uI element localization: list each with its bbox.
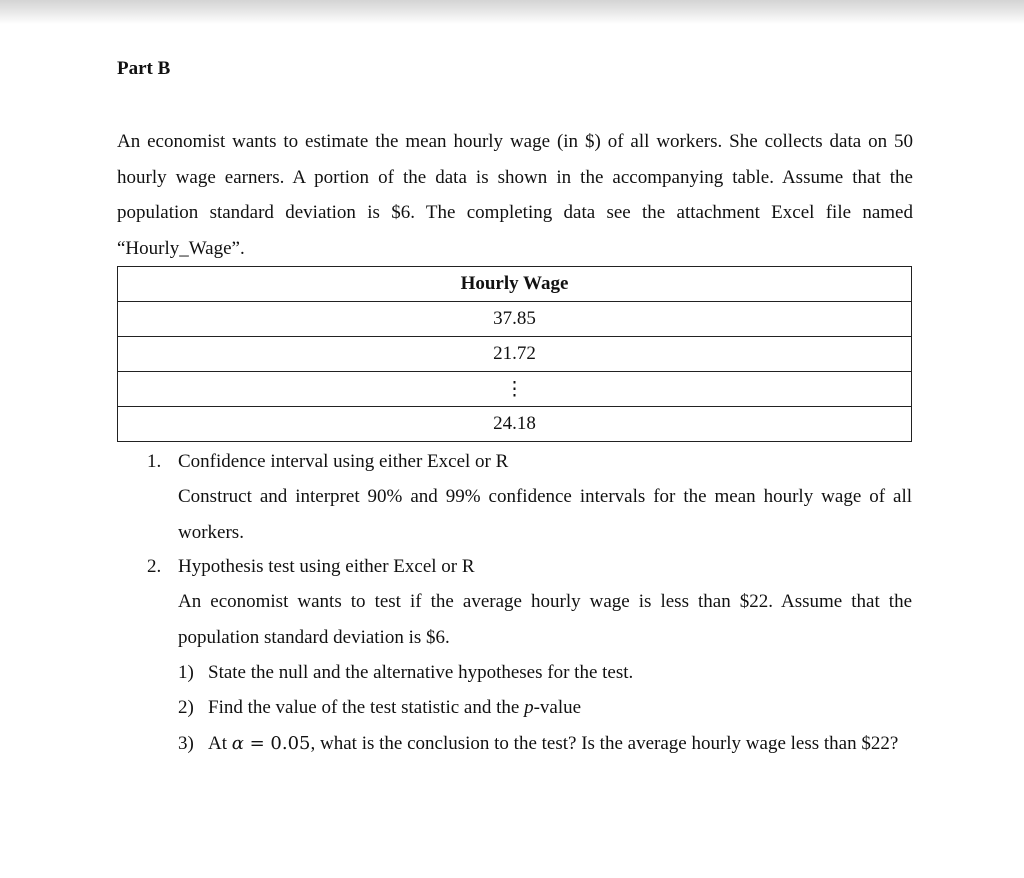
table-row <box>118 407 912 442</box>
question-1-body: Construct and interpret 90% and 99% confidence intervals for the mean hourly wage of all workers. <box>178 486 912 543</box>
question-1-number: 1. <box>147 451 162 472</box>
question-2-body: An economist wants to test if the average hourly wage is less than $22. Assume that the population standard deviation is $6. <box>178 591 912 648</box>
table-header-row <box>118 267 912 302</box>
subitem-2-text-after: -value <box>533 697 582 718</box>
alpha-symbol: α <box>231 733 244 754</box>
p-variable: p <box>524 697 534 718</box>
table-cell: 24.18 <box>118 407 912 442</box>
table-row <box>118 302 912 337</box>
intro-paragraph: An economist wants to estimate the mean hourly wage (in $) of all workers. She collects data on 50 hourly wage earners. A portion of the data is shown in the accompanying table. Assume that the population standard deviation is $6. The completing data see the attachment Excel file named “Hourly_Wage”. <box>117 131 913 259</box>
subitem-3-number: 3) <box>178 733 194 754</box>
subitem-3-text-before: At <box>208 733 232 754</box>
subitem-1-text: State the null and the alternative hypotheses for the test. <box>208 662 634 683</box>
table-cell: 21.72 <box>118 337 912 372</box>
subitem-2-number: 2) <box>178 697 194 718</box>
table-row <box>118 337 912 372</box>
alpha-equals-value: = 0.05 <box>243 733 311 754</box>
hourly-wage-table <box>117 266 912 442</box>
subitem-2-text <box>208 696 912 720</box>
part-title: Part B <box>117 58 171 79</box>
subitem-3-text-after: , what is the conclusion to the test? Is the average hourly wage less than $22? <box>310 733 899 754</box>
question-1-title: Confidence interval using either Excel or R <box>178 451 509 472</box>
subitem-3-text <box>208 726 912 762</box>
subitem-2-text-before: Find the value of the test statistic and the <box>208 697 525 718</box>
question-2-title: Hypothesis test using either Excel or R <box>178 556 475 577</box>
table-cell-ellipsis: ⋮ <box>118 372 912 407</box>
subitem-1-number: 1) <box>178 662 194 683</box>
table-cell: 37.85 <box>118 302 912 337</box>
table-row <box>118 372 912 407</box>
question-2-number: 2. <box>147 556 162 577</box>
table-header-hourly-wage: Hourly Wage <box>118 267 912 302</box>
